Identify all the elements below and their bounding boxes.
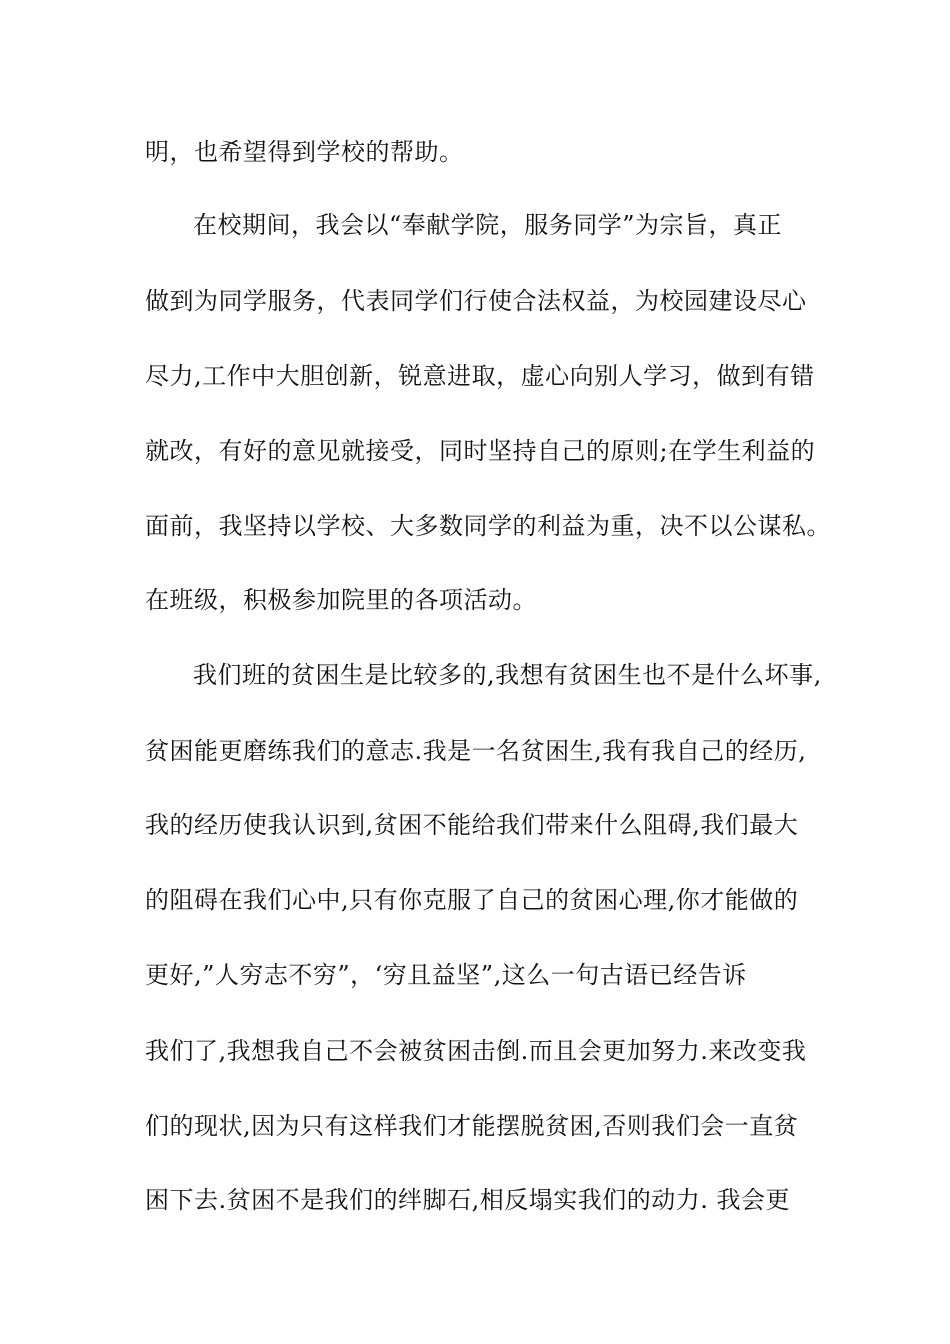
text-line: 在班级，积极参加院里的各项活动。	[145, 586, 537, 614]
text-line: 更好,”人穷志不穷”，‘穷且益坚”,这么一句古语已经告诉	[145, 961, 747, 989]
text-line: 我们了,我想我自己不会被贫困击倒.而且会更加努力.来改变我	[145, 1037, 807, 1065]
text-line: 贫困能更磨练我们的意志.我是一名贫困生,我有我自己的经历,	[145, 737, 807, 765]
text-line: 就改，有好的意见就接受，同时坚持自己的原则;在学生利益的	[145, 437, 816, 465]
text-line: 面前，我坚持以学校、大多数同学的利益为重，决不以公谋私。	[145, 512, 831, 540]
text-line: 们的现状,因为只有这样我们才能摆脱贫困,否则我们会一直贫	[145, 1112, 799, 1140]
paragraph-first-line: 在校期间，我会以“奉献学院，服务同学”为宗旨，真正	[193, 211, 783, 239]
text-line: 困下去.贫困不是我们的绊脚石,相反塌实我们的动力. 我会更	[145, 1186, 791, 1214]
text-line: 明，也希望得到学校的帮助。	[145, 138, 464, 166]
text-line: 的阻碍在我们心中,只有你克服了自己的贫困心理,你才能做的	[145, 886, 799, 914]
paragraph-first-line: 我们班的贫困生是比较多的,我想有贫困生也不是什么坏事,	[193, 661, 822, 689]
text-line: 我的经历使我认识到,贫困不能给我们带来什么阻碍,我们最大	[145, 811, 799, 839]
text-line: 做到为同学服务，代表同学们行使合法权益，为校园建设尽心	[145, 287, 807, 315]
text-line: 尽力,工作中大胆创新，锐意进取，虚心向别人学习，做到有错	[145, 362, 815, 390]
